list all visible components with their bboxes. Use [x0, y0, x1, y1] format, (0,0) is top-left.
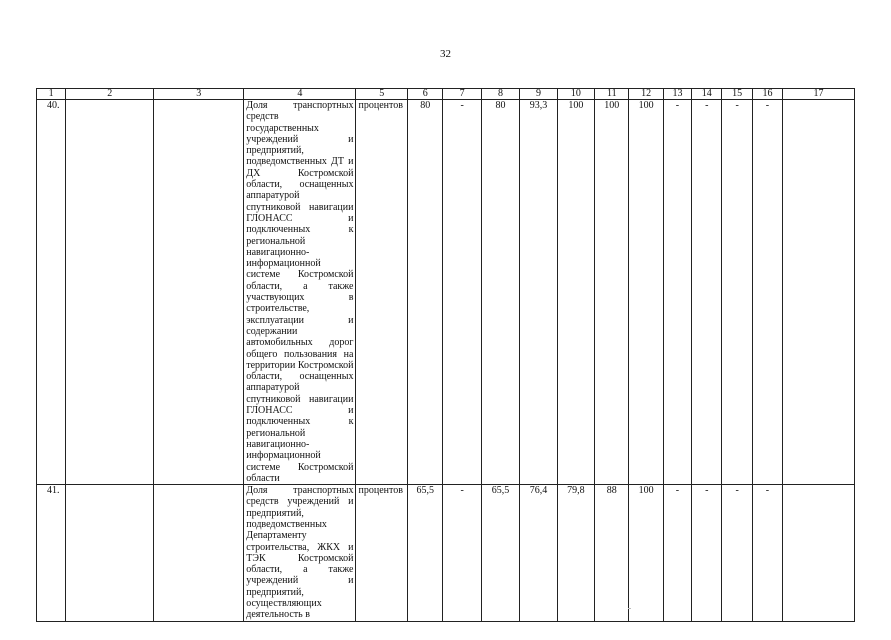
- value-cell: 100: [557, 100, 594, 485]
- unit-cell: процентов: [356, 485, 408, 622]
- header-cell: 11: [595, 89, 629, 100]
- table-row: [37, 485, 855, 622]
- value-cell: -: [722, 485, 752, 622]
- value-cell: -: [663, 100, 691, 485]
- header-cell: 12: [629, 89, 663, 100]
- value-cell: -: [443, 485, 481, 622]
- value-cell: -: [443, 100, 481, 485]
- indicator-description: Доля транспортных средств государственных учреждений и предприятий, подведомственных ДТ и ДХ Костромской области, оснащенных аппаратурой спутниковой навигации ГЛОНАСС и подключенных к региональной навигационно-информационной системе Костромской области, а также участвующих в строительстве, эксплуатации и содержании автомобильных дорог общего пользования на территории Костромской области, оснащенных аппаратурой спутниковой навигации ГЛОНАСС и подключенных к региональной навигационно-информационной системе Костромской области: [244, 100, 356, 485]
- value-cell: 65,5: [481, 485, 519, 622]
- header-cell: 8: [481, 89, 519, 100]
- header-cell: 7: [443, 89, 481, 100]
- value-cell: -: [692, 100, 722, 485]
- header-cell: 17: [783, 89, 855, 100]
- value-cell: 80: [481, 100, 519, 485]
- value-cell: 93,3: [520, 100, 557, 485]
- table-cell: [154, 485, 244, 622]
- value-cell: 88: [595, 485, 629, 622]
- header-cell: 2: [66, 89, 154, 100]
- unit-cell: процентов: [356, 100, 408, 485]
- page-number: 32: [440, 48, 451, 60]
- row-number: 41.: [37, 485, 66, 622]
- header-cell: 3: [154, 89, 244, 100]
- value-cell: 100: [629, 485, 663, 622]
- row-number: 40.: [37, 100, 66, 485]
- table-cell: [66, 100, 154, 485]
- value-cell: 80: [408, 100, 443, 485]
- table-cell: [783, 100, 855, 485]
- header-cell: 1: [37, 89, 66, 100]
- header-cell: 6: [408, 89, 443, 100]
- value-cell: 100: [595, 100, 629, 485]
- value-cell: -: [752, 100, 782, 485]
- scan-speck: [628, 608, 631, 609]
- header-cell: 4: [244, 89, 356, 100]
- value-cell: -: [663, 485, 691, 622]
- table-row: [37, 100, 855, 485]
- value-cell: -: [722, 100, 752, 485]
- indicators-table: [36, 88, 855, 622]
- value-cell: 65,5: [408, 485, 443, 622]
- indicator-description: Доля транспортных средств учреждений и предприятий, подведомственных Департаменту строительства, ЖКХ и ТЭК Костромской области, а также учреждений и предприятий, осуществляющих деятельность в: [244, 485, 356, 622]
- value-cell: 76,4: [520, 485, 557, 622]
- header-cell: 13: [663, 89, 691, 100]
- header-cell: 16: [752, 89, 782, 100]
- header-cell: 5: [356, 89, 408, 100]
- header-cell: 9: [520, 89, 557, 100]
- header-cell: 14: [692, 89, 722, 100]
- header-cell: 15: [722, 89, 752, 100]
- value-cell: 100: [629, 100, 663, 485]
- table-cell: [783, 485, 855, 622]
- value-cell: 79,8: [557, 485, 594, 622]
- header-cell: 10: [557, 89, 594, 100]
- value-cell: -: [692, 485, 722, 622]
- table-cell: [154, 100, 244, 485]
- table-header-row: [37, 89, 855, 100]
- table-cell: [66, 485, 154, 622]
- value-cell: -: [752, 485, 782, 622]
